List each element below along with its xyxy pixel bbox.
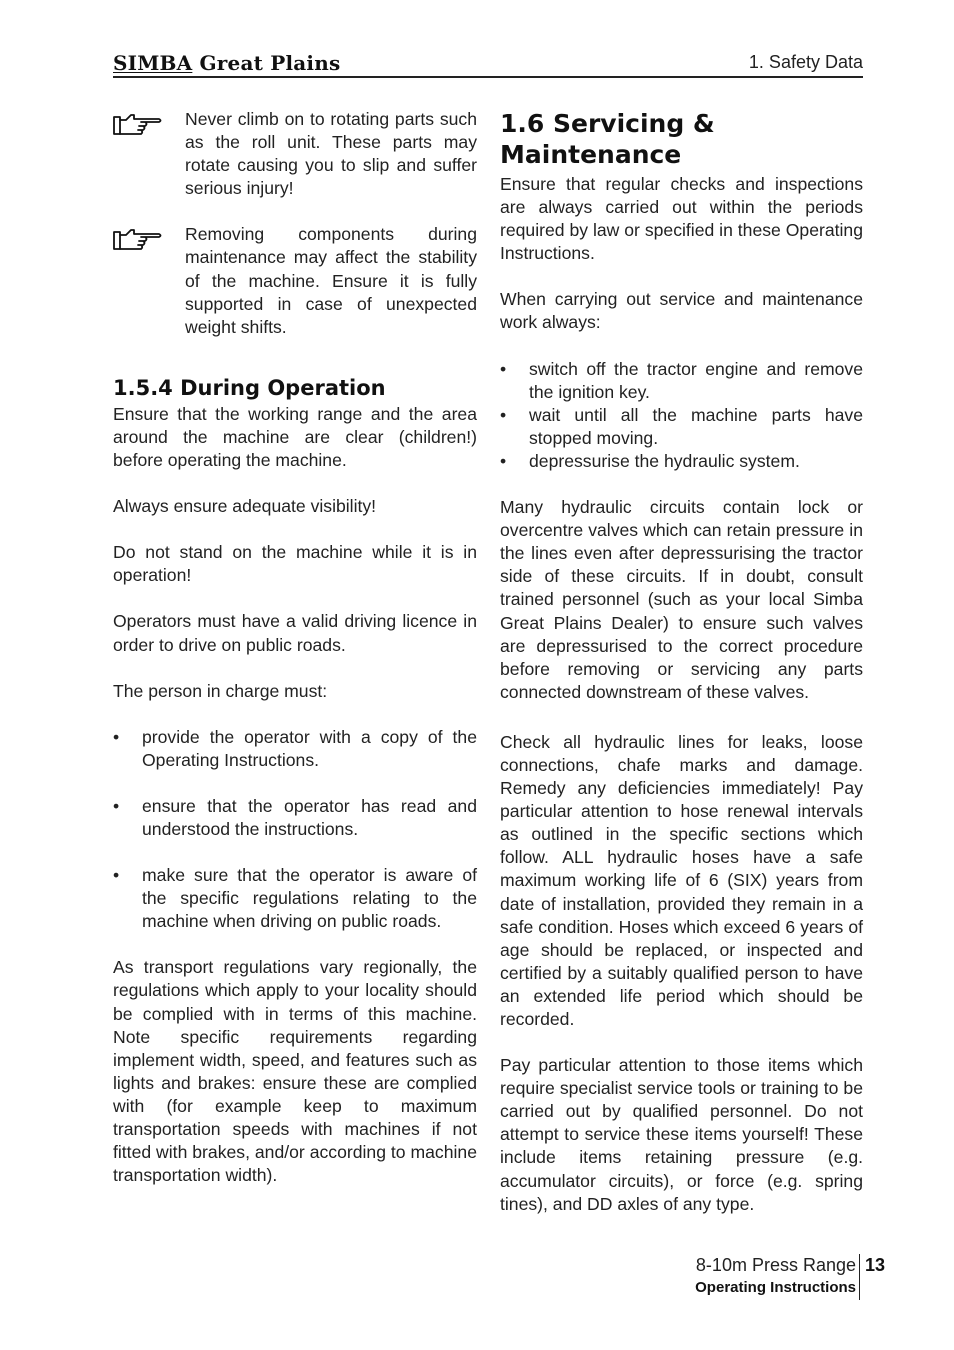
footer-model: 8-10m Press Range <box>695 1255 856 1275</box>
bullet-list <box>500 358 863 473</box>
heading-servicing-maintenance: 1.6 Servicing & Maintenance <box>500 109 715 169</box>
paragraph: Do not stand on the machine while it is in operation! <box>113 542 477 586</box>
list-item: • switch off the tractor engine and remove the ignition key. <box>500 358 863 404</box>
page-footer <box>695 1253 856 1299</box>
list-item: • depressurise the hydraulic system. <box>500 450 863 473</box>
footer-divider <box>859 1254 860 1300</box>
list-item: • wait until all the machine parts have stopped moving. <box>500 404 863 450</box>
paragraph: The person in charge must: <box>113 680 328 701</box>
paragraph: Ensure that the working range and the area around the machine are clear (children!) before operating the machine. <box>113 403 477 471</box>
heading-during-operation: 1.5.4 During Operation <box>113 375 386 400</box>
paragraph: As transport regulations vary regionally, the regulations which apply to your locality should be complied with in terms of this machine. Note specific requirements regarding implement width, speed, and features such as lights and brakes: ensure these are complied with (for example keep to maximum transportation speeds with machines if not fitted with brakes, and/or according to machine transportation width). <box>113 957 477 1186</box>
bullet-list <box>113 726 477 934</box>
paragraph: Check all hydraulic lines for leaks, loose connections, chafe marks and damage. Remedy any deficiencies immediately! Pay particular attention to hose renewal intervals as outlined in the specific sections which follow. ALL hydraulic hoses have a safe maximum working life of 6 (SIX) years from date of installation, provided they remain in a safe condition. Hoses which exceed 6 years of age should be replaced, or inspected and certified by a suitably qualified person to have an extended life period which should be recorded. <box>500 731 863 1029</box>
warning-note <box>113 223 477 338</box>
paragraph: Many hydraulic circuits contain lock or overcentre valves which can retain pressure in the lines even after depressurising the tractor side of these circuits. If in doubt, consult trained personnel (such as your local Simba Great Plains Dealer) to ensure such valves are depressurised to the correct procedure before removing or servicing any parts connected downstream of these valves. <box>500 497 863 702</box>
paragraph: Always ensure adequate visibility! <box>113 496 377 517</box>
paragraph: Ensure that regular checks and inspections are always carried out within the periods required by law or specified in these Operating Instructions. <box>500 174 863 264</box>
brand-logo <box>113 51 340 75</box>
list-item: • provide the operator with a copy of the Operating Instructions. <box>113 726 477 772</box>
page-number: 13 <box>865 1255 886 1275</box>
footer-subtitle: Operating Instructions <box>695 1279 856 1296</box>
warning-text: Never climb on to rotating parts such as the roll unit. These parts may rotate causing you to slip and suffer serious injury! <box>185 109 477 199</box>
paragraph: Operators must have a valid driving licence in order to drive on public roads. <box>113 611 477 655</box>
pointing-hand-icon <box>113 223 185 251</box>
paragraph: When carrying out service and maintenance work always: <box>500 289 863 333</box>
section-label: 1. Safety Data <box>748 52 863 72</box>
warning-text: Removing components during maintenance may affect the stability of the machine. Ensure it is fully supported in case of unexpected weight shifts. <box>185 224 477 337</box>
page-header <box>113 50 863 78</box>
pointing-hand-icon <box>113 108 185 136</box>
list-item: • make sure that the operator is aware of the specific regulations relating to the machine when driving on public roads. <box>113 864 477 933</box>
brand-simba: SIMBA <box>113 51 193 75</box>
paragraph: Pay particular attention to those items which require specialist service tools or training to be carried out by qualified personnel. Do not attempt to service these items yourself! These include items retaining pressure (e.g. accumulator circuits), or force (e.g. spring tines), and DD axles of any type. <box>500 1055 863 1214</box>
brand-great-plains: Great Plains <box>192 51 341 75</box>
right-column <box>500 108 863 1216</box>
warning-note <box>113 108 477 200</box>
left-column <box>113 108 477 1187</box>
list-item: • ensure that the operator has read and understood the instructions. <box>113 795 477 841</box>
